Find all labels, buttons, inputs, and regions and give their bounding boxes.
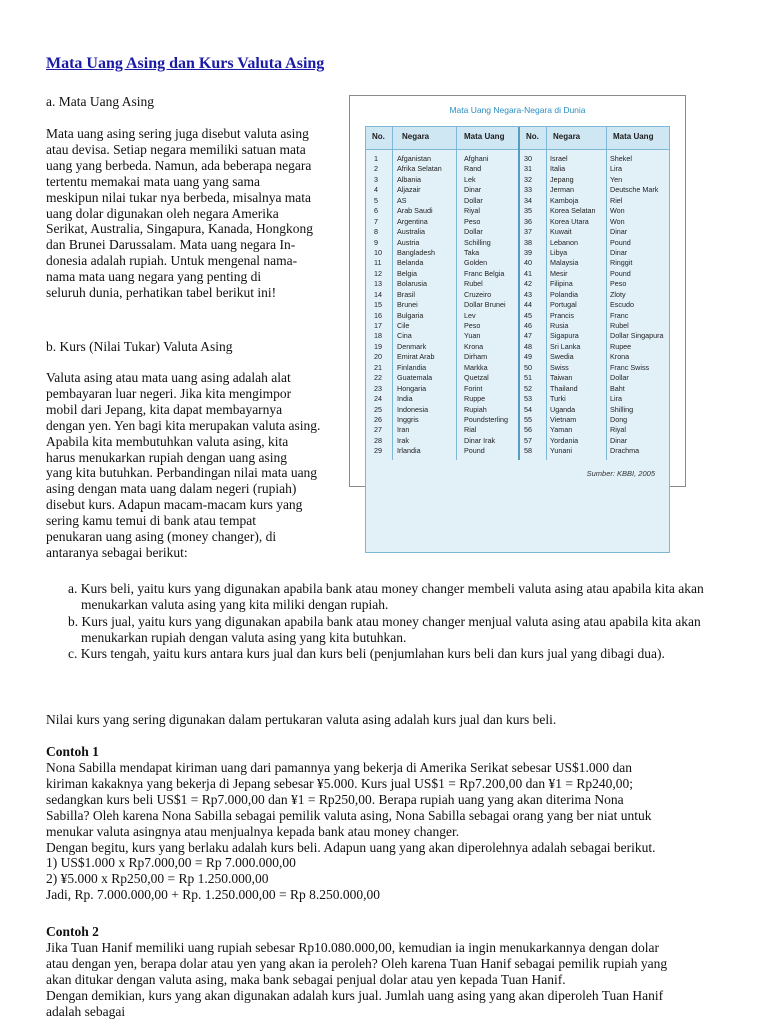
header-mata-uang-left: Mata Uang: [464, 132, 505, 141]
column-negara-right: [550, 154, 596, 457]
text-line: donesia adalah rupiah. Untuk mengenal nama-: [46, 253, 298, 269]
table-cell: 39: [524, 247, 532, 257]
table-cell: Jepang: [550, 174, 574, 184]
table-cell: Dinar: [464, 185, 482, 195]
table-cell: Bangladesh: [397, 247, 435, 257]
table-cell: Cile: [397, 321, 410, 330]
text-line: kiriman kakaknya yang bekerja di Jepang sebesar ¥5.000. Kurs jual US$1 = Rp7.200,00 dan ¥1 = Rp240,00;: [46, 775, 633, 791]
table-cell: Rand: [464, 164, 482, 174]
table-cell: Ringgit: [610, 258, 633, 268]
table-cell: Dinar: [610, 247, 628, 257]
text-line: Sabilla? Oleh karena Nona Sabilla sebagai pemilik valuta asing, Nona Sabilla sebagai orang yang ber niat untuk: [46, 807, 652, 823]
list-item: b. Kurs jual, yaitu kurs yang digunakan apabila bank atau money changer menjual valuta asing atau apabila kita akan menukarkan rupiah dengan valuta asing yang kita butuhkan.: [68, 613, 701, 645]
text-line: 2) ¥5.000 x Rp250,00 = Rp 1.250.000,00: [46, 871, 269, 887]
table-cell: Won: [610, 216, 625, 226]
table-cell: 30: [524, 154, 532, 163]
column-divider: [456, 127, 457, 460]
table-cell: 8: [374, 227, 378, 237]
page-title[interactable]: Mata Uang Asing dan Kurs Valuta Asing: [46, 55, 325, 72]
figure-title: Mata Uang Negara-Negara di Dunia: [449, 105, 586, 115]
table-cell: 2: [374, 164, 378, 174]
example-2-body: [46, 940, 706, 1020]
table-cell: Franc Belgia: [464, 268, 505, 278]
table-cell: 7: [374, 216, 378, 226]
table-cell: Forint: [464, 383, 483, 393]
table-cell: Deutsche Mark: [610, 185, 659, 195]
table-cell: Denmark: [397, 341, 427, 351]
table-cell: Kuwait: [550, 227, 572, 237]
text-line: asing dengan mata uang dalam negeri (rupiah): [46, 481, 297, 497]
kurs-note: Nilai kurs yang sering digunakan dalam pertukaran valuta asing adalah kurs jual dan kurs beli.: [46, 712, 557, 727]
text-line: Apabila kita membutuhkan valuta asing, kita: [46, 433, 289, 449]
table-cell: 31: [524, 164, 532, 174]
table-cell: 49: [524, 352, 532, 362]
table-cell: Riel: [610, 195, 623, 205]
text-line: uang yang berbeda. Namun, ada beberapa negara: [46, 157, 312, 173]
table-cell: Yaman: [550, 425, 573, 435]
table-cell: Rubel: [464, 279, 483, 289]
table-cell: Quetzal: [464, 373, 489, 383]
table-cell: Thailand: [550, 383, 578, 393]
text-line: akan ditukar dengan valuta asing, maka bank sebagai penjual dolar atau yen kepada Tuan Hanif.: [46, 971, 566, 987]
table-cell: Brasil: [397, 289, 415, 299]
table-cell: Kamboja: [550, 195, 579, 205]
table-cell: 24: [374, 394, 382, 404]
table-cell: 57: [524, 435, 532, 445]
table-cell: Lira: [610, 394, 622, 404]
table-cell: Shekel: [610, 154, 632, 163]
text-line: disebut kurs. Adapun macam-macam kurs yang: [46, 497, 303, 513]
table-cell: Lira: [610, 164, 622, 174]
table-source: Sumber: KBBI, 2005: [586, 469, 655, 478]
column-no-left: [374, 154, 382, 457]
table-cell: Sigapura: [550, 331, 579, 341]
table-cell: Riyal: [610, 425, 626, 435]
table-cell: 34: [524, 195, 532, 205]
currency-table: [365, 126, 670, 553]
table-cell: Irak: [397, 435, 409, 445]
text-line: Serikat, Australia, Singapura, Kanada, Hongkong: [46, 221, 313, 237]
table-cell: Dinar: [610, 435, 628, 445]
table-cell: Mesir: [550, 268, 568, 278]
table-cell: Markka: [464, 362, 488, 372]
table-cell: Dollar: [464, 227, 483, 237]
table-cell: 36: [524, 216, 532, 226]
table-cell: Malaysia: [550, 258, 579, 268]
table-cell: Brunei: [397, 300, 418, 310]
table-cell: 32: [524, 174, 532, 184]
table-cell: 52: [524, 383, 532, 393]
table-cell: Dollar Singapura: [610, 331, 664, 341]
table-cell: 19: [374, 341, 382, 351]
currency-table-figure: [349, 95, 686, 487]
table-cell: 50: [524, 362, 532, 372]
table-cell: Cruzeiro: [464, 289, 492, 299]
text-line: pembayaran luar negeri. Jika kita mengimpor: [46, 385, 292, 401]
table-cell: Yuan: [464, 331, 481, 341]
column-negara-left: [397, 154, 442, 457]
table-cell: 37: [524, 227, 532, 237]
table-cell: 17: [374, 321, 382, 330]
table-cell: 6: [374, 206, 378, 216]
table-cell: Franc Swiss: [610, 362, 650, 372]
table-cell: Riyal: [464, 206, 480, 216]
table-cell: 41: [524, 268, 532, 278]
table-cell: Rupee: [610, 341, 632, 351]
column-mata-uang-right: [610, 154, 664, 457]
table-cell: Australia: [397, 227, 425, 237]
table-cell: 20: [374, 352, 382, 362]
table-cell: 40: [524, 258, 532, 268]
table-cell: Vietnam: [550, 414, 577, 424]
table-cell: Bulgaria: [397, 310, 424, 320]
column-mata-uang-left: [464, 154, 508, 457]
table-cell: 42: [524, 279, 532, 289]
table-cell: Poundsterling: [464, 414, 508, 424]
table-cell: 27: [374, 425, 382, 435]
text-line: seluruh dunia, perhatikan tabel berikut ini!: [46, 285, 277, 301]
table-cell: Baht: [610, 383, 625, 393]
table-cell: 15: [374, 300, 382, 310]
table-cell: Franc: [610, 310, 629, 320]
text-line: dengan yen. Yen bagi kita merupakan valuta asing.: [46, 417, 321, 433]
table-cell: Dinar Irak: [464, 435, 496, 445]
header-mata-uang-right: Mata Uang: [613, 132, 654, 141]
table-cell: Jerman: [550, 185, 574, 195]
table-cell: Pound: [610, 268, 631, 278]
table-cell: 12: [374, 268, 382, 278]
example-2-title: Contoh 2: [46, 924, 99, 939]
list-item: a. Kurs beli, yaitu kurs yang digunakan apabila bank atau money changer membeli valuta asing atau apabila kita akan menukarkan valuta asing yang kita miliki dengan rupiah.: [68, 581, 704, 613]
table-cell: Dollar: [464, 195, 483, 205]
table-cell: Argentina: [397, 216, 428, 226]
table-cell: 9: [374, 237, 378, 247]
table-cell: Golden: [464, 258, 488, 268]
table-cell: 14: [374, 289, 382, 299]
text-line: Jadi, Rp. 7.000.000,00 + Rp. 1.250.000,00 = Rp 8.250.000,00: [46, 887, 380, 903]
table-cell: 4: [374, 185, 378, 195]
example-1-body: [46, 760, 706, 903]
table-cell: Lev: [464, 310, 476, 320]
table-cell: Emirat Arab: [397, 352, 435, 362]
text-line: yang kita butuhkan. Perbandingan nilai mata uang: [46, 465, 318, 481]
table-cell: Inggris: [397, 414, 419, 424]
text-line: adalah sebagai: [46, 1003, 126, 1019]
table-cell: Rubel: [610, 321, 629, 330]
table-cell: 22: [374, 373, 382, 383]
table-cell: Drachma: [610, 446, 640, 456]
table-cell: 44: [524, 300, 532, 310]
table-cell: Italia: [550, 164, 566, 174]
column-divider: [392, 127, 393, 460]
text-line: sering kamu temui di bank atau tempat: [46, 513, 256, 529]
table-cell: Yen: [610, 174, 623, 184]
table-cell: Indonesia: [397, 404, 429, 414]
table-cell: Afrika Selatan: [397, 164, 442, 174]
text-line: menukar valuta asingnya atau menjualnya kepada bank atau money changer.: [46, 823, 460, 839]
table-cell: Krona: [464, 341, 484, 351]
list-item: c. Kurs tengah, yaitu kurs antara kurs jual dan kurs beli (penjumlahan kurs beli dan kurs jual yang dibagi dua).: [68, 646, 665, 662]
table-cell: 48: [524, 341, 532, 351]
table-cell: 26: [374, 414, 382, 424]
table-cell: Escudo: [610, 300, 634, 310]
table-cell: Arab Saudi: [397, 206, 433, 216]
column-divider: [546, 127, 547, 460]
table-cell: 53: [524, 394, 532, 404]
text-line: atau devisa. Setiap negara memiliki satuan mata: [46, 141, 306, 157]
section-a-paragraph: [46, 126, 338, 301]
table-cell: Uganda: [550, 404, 576, 414]
table-cell: 45: [524, 310, 532, 320]
table-cell: Taiwan: [550, 373, 573, 383]
table-cell: Krona: [610, 352, 630, 362]
table-cell: Cina: [397, 331, 412, 341]
table-cell: Turki: [550, 394, 566, 404]
table-cell: Bolarusia: [397, 279, 427, 289]
column-divider: [606, 127, 607, 460]
table-cell: 13: [374, 279, 382, 289]
table-cell: Afganistan: [397, 154, 431, 163]
header-negara-right: Negara: [553, 132, 581, 141]
table-cell: 55: [524, 414, 532, 424]
table-cell: Sri Lanka: [550, 341, 581, 351]
table-cell: Lek: [464, 174, 476, 184]
table-cell: Taka: [464, 247, 480, 257]
header-negara-left: Negara: [402, 132, 430, 141]
table-cell: Aljazair: [397, 185, 421, 195]
table-cell: Prancis: [550, 310, 574, 320]
table-cell: 1: [374, 154, 378, 163]
table-cell: 23: [374, 383, 382, 393]
text-line: dan Brunei Darussalam. Mata uang negara In-: [46, 237, 296, 253]
table-cell: Filipina: [550, 279, 573, 289]
section-b-heading: b. Kurs (Nilai Tukar) Valuta Asing: [46, 339, 233, 354]
text-line: harus menukarkan rupiah dengan uang asing: [46, 449, 288, 465]
table-cell: AS: [397, 195, 407, 205]
table-cell: 47: [524, 331, 532, 341]
table-cell: Ruppe: [464, 394, 486, 404]
table-cell: Dinar: [610, 227, 628, 237]
table-cell: Guatemala: [397, 373, 433, 383]
table-cell: Finlandia: [397, 362, 427, 372]
table-cell: Zloty: [610, 289, 626, 299]
table-cell: Yunani: [550, 446, 572, 456]
table-cell: 35: [524, 206, 532, 216]
text-line: nama mata uang negara yang penting di: [46, 269, 262, 285]
table-cell: Belgia: [397, 268, 417, 278]
table-cell: 25: [374, 404, 382, 414]
table-cell: Pound: [464, 446, 485, 456]
table-cell: 46: [524, 321, 532, 330]
table-cell: Iran: [397, 425, 410, 435]
table-cell: Schilling: [464, 237, 491, 247]
column-no-right: [524, 154, 532, 457]
example-1-title: Contoh 1: [46, 744, 99, 759]
table-cell: Yordania: [550, 435, 579, 445]
text-line: Mata uang asing sering juga disebut valuta asing: [46, 126, 309, 141]
table-cell: Austria: [397, 237, 420, 247]
table-cell: Dirham: [464, 352, 488, 362]
table-cell: Peso: [464, 321, 481, 330]
table-cell: 58: [524, 446, 532, 456]
text-line: atau dengan yen, berapa dolar atau yen yang akan ia peroleh? Oleh karena Tuan Hanif sebagai pemilik rupiah yang: [46, 955, 668, 971]
table-cell: 38: [524, 237, 532, 247]
table-cell: 10: [374, 247, 382, 257]
table-cell: Dollar: [610, 373, 629, 383]
text-line: Jika Tuan Hanif memiliki uang rupiah sebesar Rp10.080.000,00, kemudian ia ingin menukarkannya dengan dolar: [46, 940, 660, 955]
table-cell: Rial: [464, 425, 477, 435]
table-cell: Polandia: [550, 289, 578, 299]
text-line: uang dolar digunakan oleh negara Amerika: [46, 205, 279, 221]
kurs-types-list: [68, 581, 708, 662]
table-cell: 16: [374, 310, 382, 320]
table-cell: Peso: [610, 279, 627, 289]
table-cell: Korea Utara: [550, 216, 589, 226]
text-line: meskipun nilai tukar nya berbeda, misalnya mata: [46, 189, 312, 205]
table-cell: Dong: [610, 414, 628, 424]
text-line: Nona Sabilla mendapat kiriman uang dari pamannya yang bekerja di Amerika Serikat sebesar US$1.000 dan: [46, 760, 632, 775]
text-line: sedangkan kurs beli US$1 = Rp7.000,00 dan ¥1 = Rp250,00. Berapa rupiah uang yang akan diterima Nona: [46, 791, 624, 807]
table-cell: Israel: [550, 154, 568, 163]
table-cell: 3: [374, 174, 378, 184]
table-cell: Libya: [550, 247, 568, 257]
table-cell: Won: [610, 206, 625, 216]
table-cell: Peso: [464, 216, 481, 226]
table-cell: Hongaria: [397, 383, 427, 393]
table-cell: 29: [374, 446, 382, 456]
table-cell: 56: [524, 425, 532, 435]
table-cell: Dollar Brunei: [464, 300, 506, 310]
table-cell: Swedia: [550, 352, 574, 362]
table-cell: 54: [524, 404, 532, 414]
table-cell: 21: [374, 362, 382, 372]
table-cell: Korea Selatan: [550, 206, 596, 216]
text-line: tertentu memakai mata uang yang sama: [46, 173, 261, 189]
text-line: mobil dari Jepang, kita dapat membayarnya: [46, 401, 283, 417]
table-cell: Shilling: [610, 404, 634, 414]
table-cell: 11: [374, 258, 382, 268]
header-no-left: No.: [372, 132, 385, 141]
table-cell: Swiss: [550, 362, 569, 372]
table-cell: Albania: [397, 174, 421, 184]
table-cell: Pound: [610, 237, 631, 247]
header-no-right: No.: [526, 132, 539, 141]
section-b-paragraph: [46, 370, 338, 561]
table-cell: Irlandia: [397, 446, 421, 456]
text-line: penukaran uang asing (money changer), di: [46, 529, 277, 545]
table-cell: India: [397, 394, 413, 404]
text-line: Dengan begitu, kurs yang berlaku adalah kurs beli. Adapun uang yang akan diperolehnya adalah sebagai berikut.: [46, 839, 656, 855]
text-line: antaranya sebagai berikut:: [46, 544, 188, 560]
table-cell: Rupiah: [464, 404, 487, 414]
table-cell: 43: [524, 289, 532, 299]
text-line: Dengan demikian, kurs yang akan digunakan adalah kurs jual. Jumlah uang asing yang akan diperoleh Tuan Hanif: [46, 987, 664, 1003]
table-cell: Rusia: [550, 321, 569, 330]
text-line: 1) US$1.000 x Rp7.000,00 = Rp 7.000.000,00: [46, 855, 296, 871]
table-cell: Lebanon: [550, 237, 578, 247]
table-cell: 51: [524, 373, 532, 383]
column-divider: [518, 127, 520, 460]
table-cell: Afghani: [464, 154, 489, 163]
table-cell: 28: [374, 435, 382, 445]
section-a-heading: a. Mata Uang Asing: [46, 94, 154, 109]
table-cell: 5: [374, 195, 378, 205]
table-cell: Belanda: [397, 258, 424, 268]
table-cell: 18: [374, 331, 382, 341]
table-cell: Portugal: [550, 300, 577, 310]
text-line: Valuta asing atau mata uang asing adalah alat: [46, 370, 291, 385]
table-cell: 33: [524, 185, 532, 195]
